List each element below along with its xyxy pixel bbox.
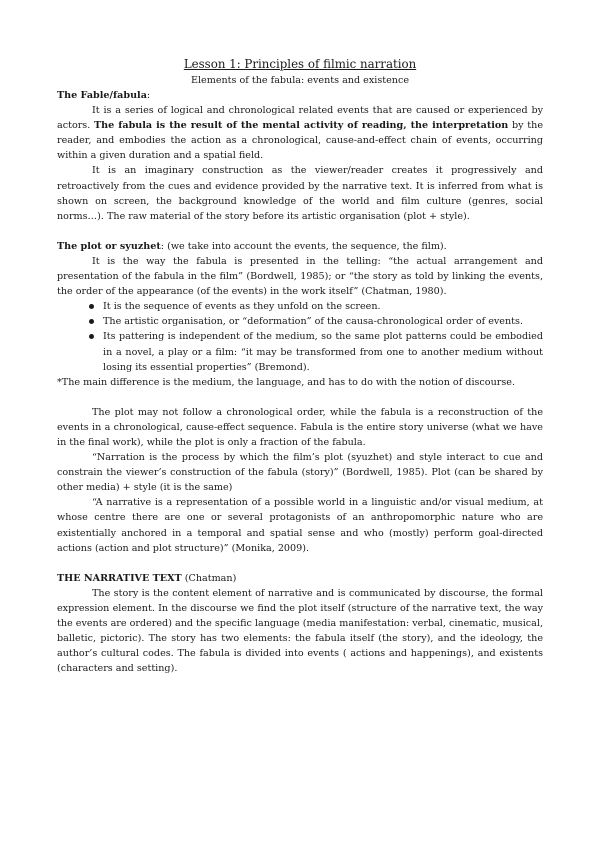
page-subtitle: Elements of the fabula: events and existence: [190, 75, 410, 86]
narrative-heading-suffix: (Chatman): [181, 572, 237, 584]
bullet-text: The artistic organisation, or “deformation” of the causa-chronological order of events.: [103, 316, 523, 328]
list-item: [91, 329, 543, 374]
plot-heading: The plot or syuzhet: [57, 240, 161, 252]
plot-heading-line: [57, 239, 543, 254]
section-spacer: [57, 556, 543, 571]
fable-p1-start: It is a series of logical and chronological related events that are caused or experienced by actors.: [57, 105, 543, 132]
fable-p1-end: by the reader, and embodies the action as a chronological, cause-and-effect chain of events, occurring within a given duration and a spatial field.: [57, 120, 544, 162]
narrative-paragraph-1: The story is the content element of narrative and is communicated by discourse, the formal expression element. In the discourse we find the plot itself (structure of the narrative text, the way the events are ordered) and the specific language (media manifestation: verbal, cinematic, musical, balletic, pictoric). The story has two elements: the fabula itself (the story), and the ideology, the author’s cultural codes. The fabula is divided into events ( actions and happenings), and existents (characters and setting).: [57, 587, 543, 675]
narrative-heading-line: [57, 571, 543, 586]
list-item: [91, 299, 543, 314]
fable-heading: The Fable/fabula: [57, 90, 147, 101]
list-item: [91, 314, 543, 329]
narrative-heading: THE NARRATIVE TEXT: [57, 572, 182, 584]
bullet-icon: [89, 319, 94, 324]
section-spacer: [57, 224, 543, 239]
bullet-text: Its pattering is independent of the medium, so the same plot patterns could be embodied in a novel, a play or a film: “it may be transformed from one to another medium without losing its essential properties” (Bremond).: [103, 331, 543, 373]
section-spacer: [57, 390, 543, 405]
fable-paragraph-1: [57, 103, 543, 163]
plot-heading-suffix: : (we take into account the events, the sequence, the film).: [160, 240, 447, 252]
body-paragraph-3: “A narrative is a representation of a possible world in a linguistic and/or visual medium, at whose centre there are one or several protagonists of an anthropomorphic nature who are existentially anchored in a temporal and spatial sense and who (mostly) perform goal-directed actions (action and plot structure)” (Monika, 2009).: [57, 497, 543, 554]
bullet-icon: [89, 304, 94, 309]
fable-heading-line: [57, 88, 543, 103]
body-paragraph-2: “Narration is the process by which the film’s plot (syuzhet) and style interact to cue and constrain the viewer’s construction of the fabula (story)” (Bordwell, 1985). Plot (can be shared by other media) + style (it is the same): [57, 452, 543, 494]
fable-p1-bold: The fabula is the result of the mental activity of reading, the interpretation: [94, 120, 509, 132]
body-paragraph-1: The plot may not follow a chronological order, while the fabula is a reconstruction of the events in a chronological, cause-effect sequence. Fabula is the entire story universe (what we have in the final work), while the plot is only a fraction of the fabula.: [57, 406, 543, 448]
page-title: Lesson 1: Principles of filmic narration: [183, 57, 417, 71]
fable-paragraph-2: It is an imaginary construction as the viewer/reader creates it progressively and retroactively from the cues and evidence provided by the narrative text. It is inferred from what is shown on screen, the background knowledge of the world and film culture (genres, social norms…). The raw material of the story before its artistic organisation (plot + style).: [57, 165, 543, 222]
bullet-icon: [89, 334, 94, 339]
plot-bullet-list: [57, 299, 543, 374]
plot-note: *The main difference is the medium, the language, and has to do with the notion of discourse.: [57, 376, 515, 388]
plot-paragraph-1: It is the way the fabula is presented in the telling: “the actual arrangement and presentation of the fabula in the film” (Bordwell, 1985); or “the story as told by linking the events, the order of the appearance (of the events) in the work itself” (Chatman, 1980).: [57, 255, 543, 298]
bullet-text: It is the sequence of events as they unfold on the screen.: [103, 301, 381, 313]
fable-heading-suffix: :: [146, 90, 151, 101]
